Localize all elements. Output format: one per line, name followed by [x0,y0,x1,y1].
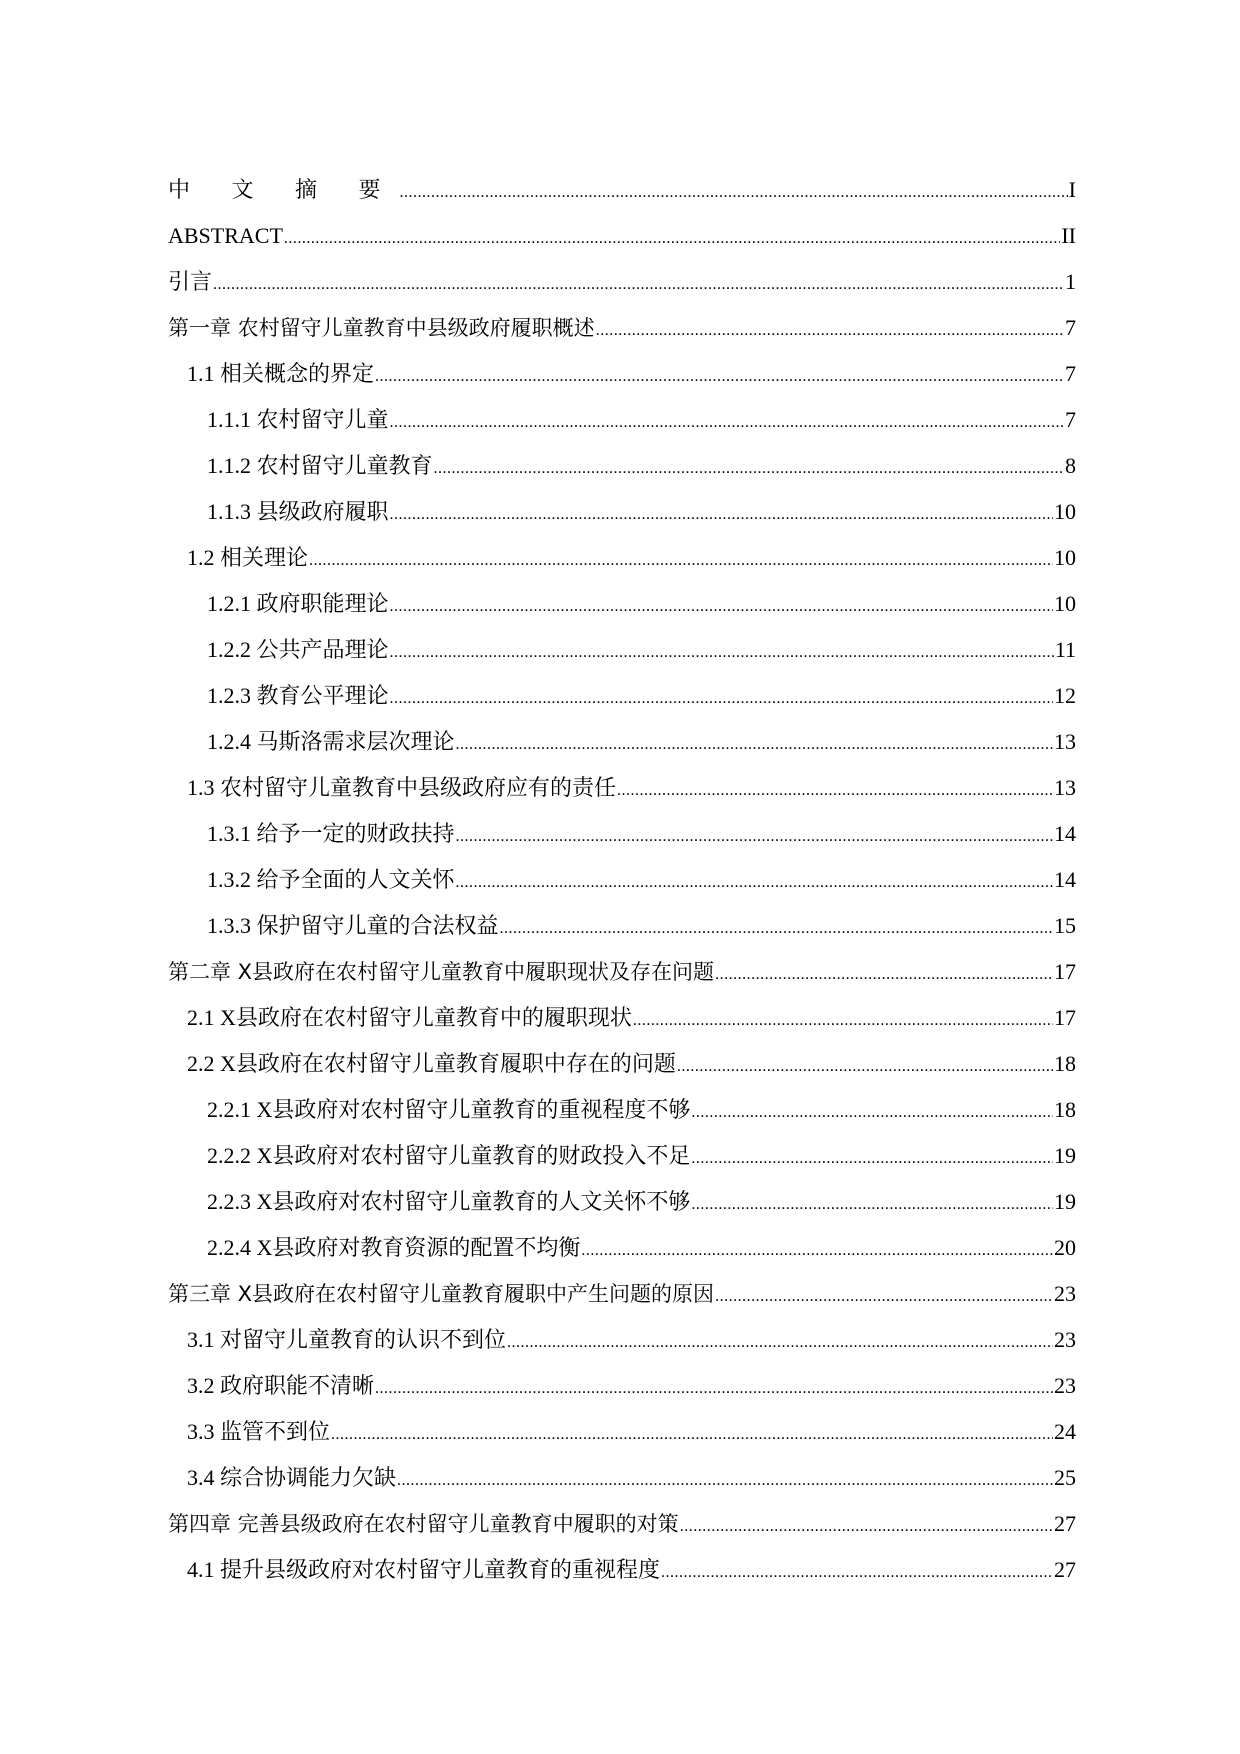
toc-entry[interactable] [168,494,1076,540]
toc-leader-dots [456,819,1053,855]
toc-entry-page: 20 [1054,1235,1076,1260]
toc-entry[interactable] [168,678,1076,724]
toc-entry-page: 18 [1054,1051,1076,1076]
toc-entry-title: 1.2.1 政府职能理论 [207,591,389,616]
toc-entry[interactable] [168,448,1076,494]
toc-entry-page: I [1068,177,1076,202]
toc-entry-title: ABSTRACT [168,223,283,248]
toc-entry-page: 11 [1054,637,1076,662]
toc-entry-title: 1.3.1 给予一定的财政扶持 [207,821,455,846]
toc-leader-dots [596,313,1064,349]
toc-entry-page: 1 [1065,269,1076,294]
toc-entry[interactable] [168,908,1076,954]
toc-entry-page: 7 [1065,407,1076,432]
toc-entry-page: 23 [1054,1281,1076,1306]
toc-entry-title: 1.2.4 马斯洛需求层次理论 [207,729,455,754]
toc-entry-title: 4.1 提升县级政府对农村留守儿童教育的重视程度 [187,1557,661,1582]
toc-entry-page: 23 [1054,1373,1076,1398]
toc-leader-dots [691,1095,1053,1131]
toc-entry-page: 14 [1054,867,1076,892]
toc-entry-page: 10 [1054,499,1076,524]
toc-leader-dots [507,1325,1053,1361]
toc-entry-title: 第一章 农村留守儿童教育中县级政府履职概述 [168,316,595,340]
toc-entry-title: 1.2.3 教育公平理论 [207,683,389,708]
toc-entry[interactable] [168,724,1076,770]
toc-entry[interactable] [168,310,1076,356]
toc-entry-page: II [1061,223,1076,248]
toc-entry-title: 1.2.2 公共产品理论 [207,637,389,662]
toc-entry-title: 第四章 完善县级政府在农村留守儿童教育中履职的对策 [168,1512,679,1536]
toc-entry-page: 14 [1054,821,1076,846]
toc-entry-title: 1.3 农村留守儿童教育中县级政府应有的责任 [187,775,617,800]
toc-leader-dots [390,589,1053,625]
toc-entry[interactable] [168,264,1076,310]
toc-entry[interactable] [168,1368,1076,1414]
toc-leader-dots [677,1049,1053,1085]
toc-leader-dots [309,543,1053,579]
toc-entry-page: 12 [1054,683,1076,708]
toc-entry[interactable] [168,862,1076,908]
toc-leader-dots [213,267,1064,303]
toc-leader-dots [331,1417,1053,1453]
toc-entry-page: 7 [1065,361,1076,386]
toc-entry-page: 19 [1054,1189,1076,1214]
toc-leader-dots [680,1509,1053,1545]
toc-leader-dots [390,405,1064,441]
toc-entry-title: 1.1 相关概念的界定 [187,361,375,386]
toc-entry-title: 第二章 X县政府在农村留守儿童教育中履职现状及存在问题 [168,960,715,984]
toc-entry-title: 3.4 综合协调能力欠缺 [187,1465,397,1490]
toc-leader-dots [500,911,1053,947]
toc-leader-dots [715,957,1053,993]
toc-entry-title: 1.2 相关理论 [187,545,309,570]
toc-leader-dots [284,221,1060,257]
toc-leader-dots [375,1371,1053,1407]
toc-entry[interactable] [168,218,1076,264]
toc-leader-dots [715,1279,1053,1315]
toc-entry-title: 第三章 X县政府在农村留守儿童教育履职中产生问题的原因 [168,1282,715,1306]
toc-entry[interactable] [168,770,1076,816]
toc-entry-title: 3.3 监管不到位 [187,1419,331,1444]
toc-entry-page: 7 [1065,315,1076,340]
toc-entry[interactable] [168,1230,1076,1276]
toc-entry-page: 27 [1054,1511,1076,1536]
toc-entry[interactable] [168,1460,1076,1506]
toc-entry-title: 3.2 政府职能不清晰 [187,1373,375,1398]
toc-entry[interactable] [168,356,1076,402]
toc-leader-dots [390,635,1054,671]
toc-entry-page: 27 [1054,1557,1076,1582]
toc-entry-page: 24 [1054,1419,1076,1444]
toc-entry[interactable] [168,1046,1076,1092]
toc-leader-dots [397,1463,1053,1499]
toc-entry-title: 中 文 摘 要 [168,177,399,202]
toc-entry-page: 13 [1054,775,1076,800]
toc-entry[interactable] [168,1092,1076,1138]
toc-leader-dots [456,727,1053,763]
toc-entry[interactable] [168,172,1076,218]
toc-entry-title: 1.1.2 农村留守儿童教育 [207,453,433,478]
toc-entry[interactable] [168,1000,1076,1046]
toc-entry-page: 15 [1054,913,1076,938]
toc-entry-title: 2.2 X县政府在农村留守儿童教育履职中存在的问题 [187,1051,676,1076]
toc-entry[interactable] [168,1276,1076,1322]
toc-entry-page: 17 [1054,959,1076,984]
toc-entry-title: 2.2.2 X县政府对农村留守儿童教育的财政投入不足 [207,1143,691,1168]
toc-entry-title: 2.1 X县政府在农村留守儿童教育中的履职现状 [187,1005,632,1030]
toc-entry-page: 13 [1054,729,1076,754]
toc-entry-title: 引言 [168,269,213,294]
toc-entry-page: 18 [1054,1097,1076,1122]
toc-leader-dots [390,681,1053,717]
toc-entry-page: 23 [1054,1327,1076,1352]
toc-leader-dots [375,359,1064,395]
toc-entry[interactable] [168,1322,1076,1368]
toc-entry-title: 1.3.3 保护留守儿童的合法权益 [207,913,499,938]
toc-leader-dots [390,497,1053,533]
toc-entry-page: 10 [1054,591,1076,616]
toc-entry-title: 3.1 对留守儿童教育的认识不到位 [187,1327,507,1352]
toc-entry[interactable] [168,632,1076,678]
toc-entry-title: 2.2.3 X县政府对农村留守儿童教育的人文关怀不够 [207,1189,691,1214]
toc-entry-page: 19 [1054,1143,1076,1168]
toc-entry-title: 1.3.2 给予全面的人文关怀 [207,867,455,892]
toc-leader-dots [633,1003,1053,1039]
toc-entry-page: 17 [1054,1005,1076,1030]
toc-entry[interactable] [168,540,1076,586]
toc-entry-title: 2.2.1 X县政府对农村留守儿童教育的重视程度不够 [207,1097,691,1122]
toc-leader-dots [581,1233,1053,1269]
toc-entry[interactable] [168,1138,1076,1184]
toc-entry[interactable] [168,1506,1076,1552]
toc-leader-dots [400,175,1068,211]
toc-leader-dots [691,1141,1053,1177]
toc-entry[interactable] [168,1184,1076,1230]
toc-leader-dots [661,1555,1053,1591]
toc-entry-page: 25 [1054,1465,1076,1490]
toc-entry[interactable] [168,954,1076,1000]
toc-leader-dots [456,865,1053,901]
toc-entry[interactable] [168,1552,1076,1598]
toc-entry-title: 1.1.1 农村留守儿童 [207,407,389,432]
toc-entry[interactable] [168,816,1076,862]
toc-entry-title: 2.2.4 X县政府对教育资源的配置不均衡 [207,1235,581,1260]
table-of-contents [168,172,1076,1598]
toc-leader-dots [617,773,1053,809]
toc-entry-title: 1.1.3 县级政府履职 [207,499,389,524]
toc-entry-page: 8 [1065,453,1076,478]
toc-leader-dots [434,451,1064,487]
toc-entry-page: 10 [1054,545,1076,570]
toc-entry[interactable] [168,586,1076,632]
toc-entry[interactable] [168,402,1076,448]
toc-entry[interactable] [168,1414,1076,1460]
toc-leader-dots [691,1187,1053,1223]
